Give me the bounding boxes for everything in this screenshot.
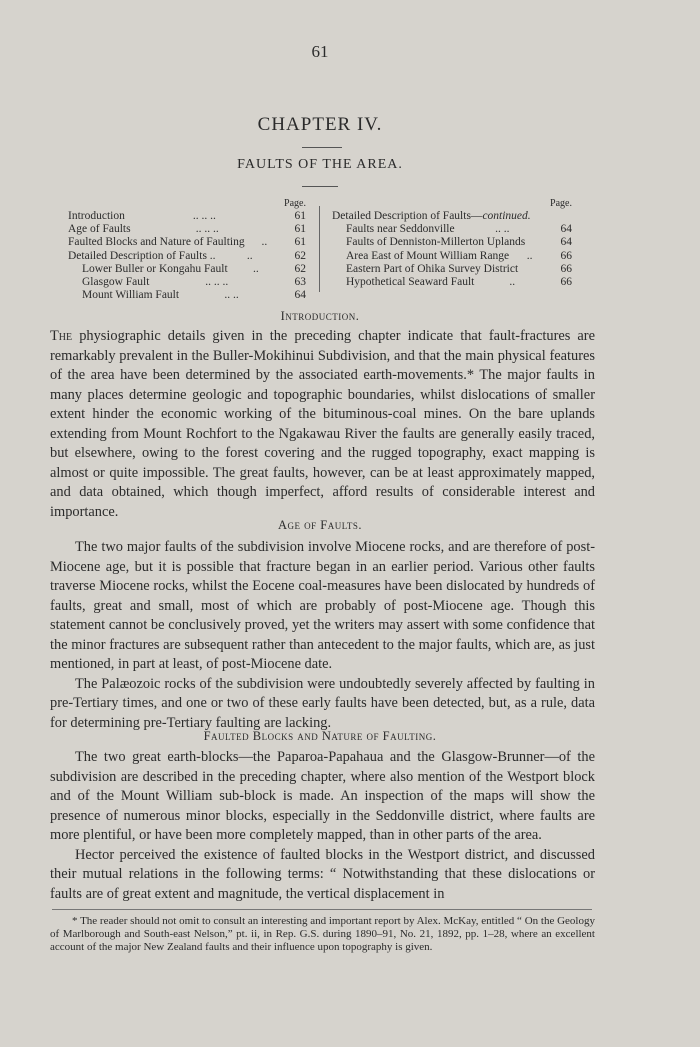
title-rule — [302, 147, 342, 148]
toc-entry-label: Introduction — [68, 210, 125, 222]
toc-page-header: Page. — [550, 198, 572, 209]
toc-entry-label: Faults near Seddonville — [346, 223, 455, 236]
toc-entry-page: 63 — [294, 276, 306, 289]
toc-entry-label: Eastern Part of Ohika Survey District — [346, 262, 519, 275]
toc-entry-page: 66 — [560, 249, 572, 262]
toc-entry — [332, 263, 572, 276]
toc-entry-page: 61 — [294, 223, 306, 236]
toc-entry — [332, 250, 572, 263]
chapter-title: CHAPTER IV. — [257, 114, 383, 135]
toc-leader: .. .. .. — [205, 276, 229, 289]
page-number: 61 — [311, 42, 329, 61]
footnote-text: * The reader should not omit to consult an interesting and important report by Alex. McKay, entitled “ On the Geology of Marlborough and South-east Nelson,” pt. ii, in Rep. G.S. during 1890–91, No. 21, 1892, pp. 1–28, where an excellent account of the major New Zealand faults and their influence upon topography is given. — [50, 915, 595, 953]
introduction-section — [50, 327, 595, 522]
heading-age-of-faults: Age of Faults. — [277, 518, 363, 532]
toc-entry-label: Age of Faults — [68, 223, 131, 236]
toc-entry-page: 66 — [560, 262, 572, 275]
toc-entry-label — [332, 210, 531, 223]
toc-entry-page: 61 — [294, 236, 306, 249]
toc-entry — [68, 223, 306, 236]
toc-entry-page: 62 — [294, 249, 306, 262]
toc-right-column — [332, 198, 572, 289]
toc-leader: .. — [261, 236, 268, 249]
blocks-section — [50, 748, 595, 904]
toc-leader: .. — [252, 262, 259, 275]
blocks-paragraph-2: Hector perceived the existence of faulted blocks in the Westport district, and discussed their mutual relations in the following terms: “ Notwithstanding that these dislocations or faults are of great extent and magnitude, the vertical displacement in — [50, 846, 595, 902]
toc-entry — [332, 223, 572, 236]
footnote — [50, 915, 595, 954]
toc-entry-page: 61 — [294, 210, 306, 222]
toc-leader: .. .. — [224, 289, 239, 302]
age-paragraph-1: The two major faults of the subdivision involve Miocene rocks, and are therefore of post-Miocene age, but it is possible that fracture began in an earlier period. Various other faults traverse Miocene rocks, whilst the Eocene coal-measures have been dislocated by hundreds of faults, great and small, most of which are probably of post-Miocene age. Though this statement cannot be conclusively proved, yet the writers may assert with some confidence that the minor fractures are subsequent rather than antecedent to the major faults, which are, as just mentioned, in part at least, of post-Miocene date. — [50, 539, 595, 672]
age-section — [50, 538, 595, 733]
toc-entry-page — [550, 210, 572, 223]
toc-entry-label: Faulted Blocks and Nature of Faulting — [68, 236, 245, 249]
toc-entry — [68, 263, 306, 276]
toc-entry-label: Faults of Denniston-Millerton Uplands — [346, 236, 526, 249]
title-rule — [302, 186, 338, 187]
toc-entry — [332, 210, 572, 223]
toc-entry-label: Detailed Description of Faults .. — [68, 249, 216, 262]
toc-entry-page: 64 — [294, 289, 306, 302]
age-paragraph-2: The Palæozoic rocks of the subdivision were undoubtedly severely affected by faulting in pre-Tertiary times, and one or two of these early faults have been detected, but, as a rule, data for determining pre-Tertiary faulting are lacking. — [50, 675, 595, 731]
toc-entry — [332, 276, 572, 289]
toc-entry-page: 64 — [560, 236, 572, 249]
toc-entry-label: Mount William Fault — [82, 289, 180, 302]
toc-entry — [68, 236, 306, 249]
section-title: FAULTS OF THE AREA. — [237, 157, 403, 172]
toc-entry — [68, 289, 306, 302]
toc-entry — [68, 276, 306, 289]
toc-entry-label: Glasgow Fault — [82, 276, 150, 289]
toc-entry — [68, 210, 306, 223]
introduction-text: physiographic details given in the preceding chapter indicate that fault-fractures are remarkably prevalent in the Buller-Mokihinui Subdivision, and that the main physical features of the area have been determined by the associated earth-movements.* The major faults in many places determine geologic and topographic boundaries, whilst dislocations of smaller extent hinder the economic working of the bituminous-coal mines. On the bare uplands extending from Mount Rochfort to the Ngakawau River the faults are generally easily traced, but elsewhere, owing to the forest covering and the rugged topography, exact mapping is almost or quite impossible. The great faults, however, can be at least approximately mapped, and data obtained, which though imperfect, afford results of considerable interest and importance. — [50, 328, 595, 520]
heading-introduction: Introduction. — [280, 309, 360, 323]
toc-entry-label: Hypothetical Seaward Fault — [346, 276, 475, 289]
footnote-rule — [52, 909, 592, 910]
toc-divider — [319, 206, 320, 292]
toc-entry — [68, 250, 306, 263]
heading-faulted-blocks: Faulted Blocks and Nature of Faulting. — [203, 729, 437, 743]
toc-entry-label-italic: continued. — [482, 210, 531, 222]
toc-leader: .. — [509, 276, 516, 289]
toc-leader: .. .. .. — [195, 223, 219, 236]
toc-entry-label-text: Detailed Description of Faults— — [332, 210, 483, 222]
toc-entry-page: 66 — [560, 276, 572, 289]
toc-leader: .. — [246, 249, 253, 262]
toc-entry-label: Lower Buller or Kongahu Fault — [82, 262, 228, 275]
blocks-paragraph-1: The two great earth-blocks—the Paparoa-Papahaua and the Glasgow-Brunner—of the subdivision are described in the preceding chapter, where also mention of the Westport block and of the Mount William sub-block is made. An inspection of the maps will show the presence of numerous minor blocks, especially in the Seddonville district, where faults are more plentiful, or have been more completely mapped, than in other parts of the area. — [50, 749, 595, 843]
toc-entry — [332, 236, 572, 249]
toc-entry-page: 64 — [560, 223, 572, 236]
toc-entry-page: 62 — [294, 262, 306, 275]
lead-word: The — [50, 328, 73, 344]
toc-leader: .. .. .. — [192, 210, 216, 222]
toc-left-column — [68, 198, 306, 302]
toc-leader: .. — [526, 249, 533, 262]
toc-leader: .. .. — [495, 223, 510, 236]
toc-entry-label: Area East of Mount William Range — [346, 249, 510, 262]
toc-page-header: Page. — [284, 198, 306, 209]
introduction-paragraph — [50, 327, 595, 522]
